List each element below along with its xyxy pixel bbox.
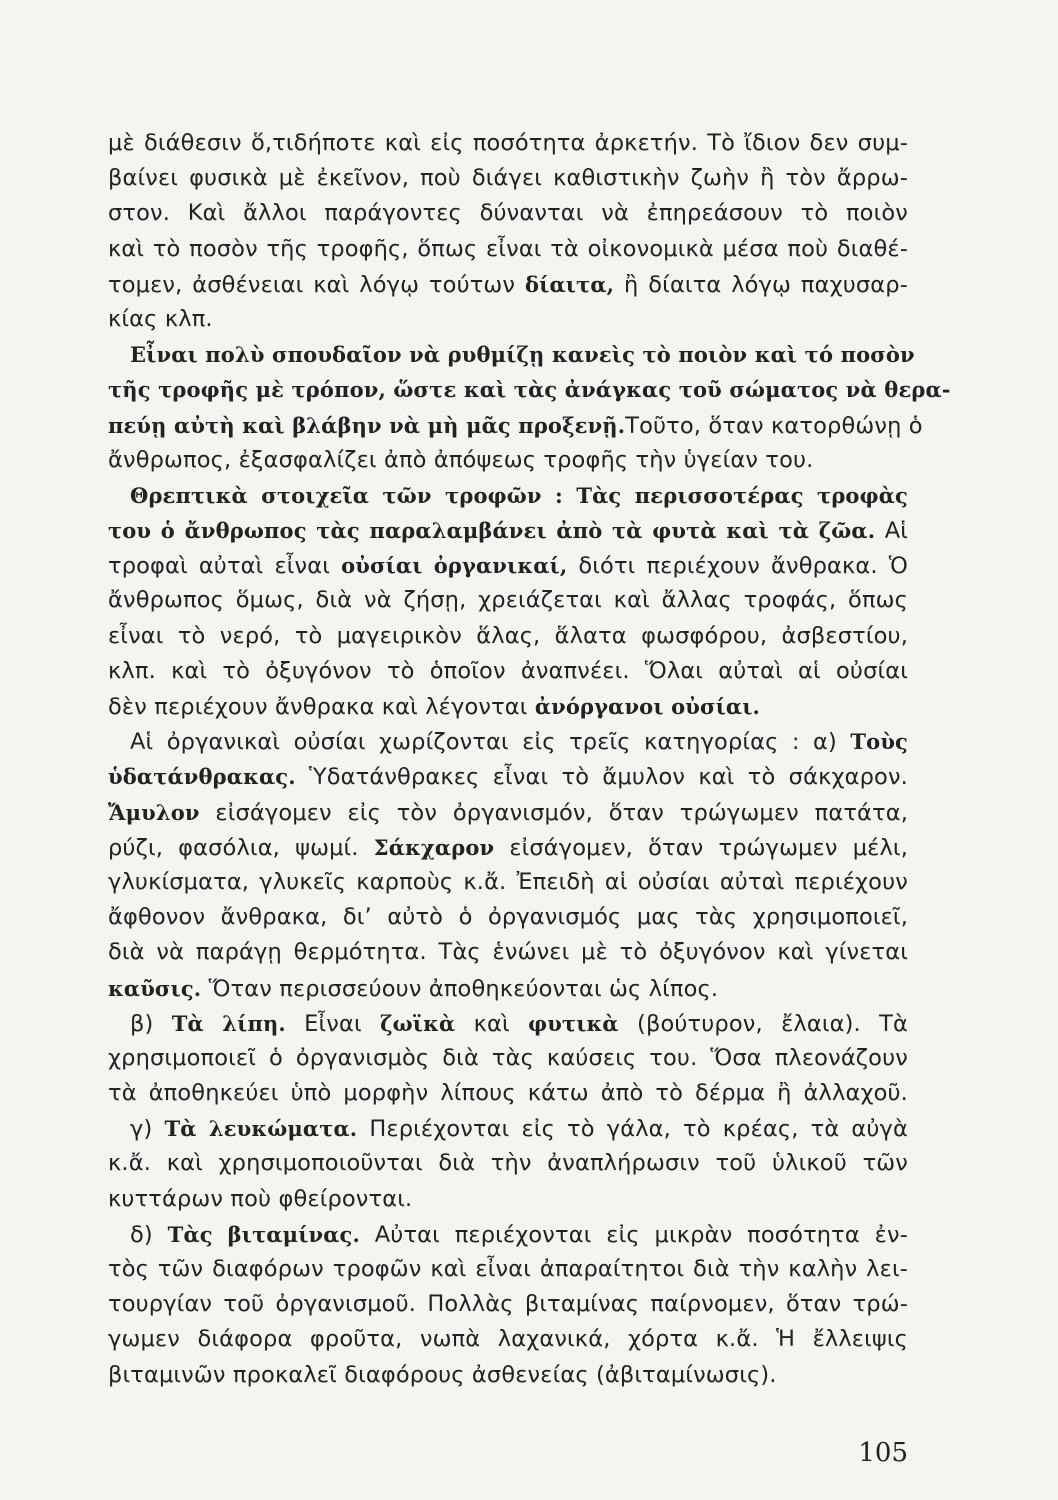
body-text <box>108 126 951 1393</box>
text-run: κλπ. καὶ τὸ ὀξυγόνον τὸ ὁποῖον ἀναπνέει. Ὅλαι αὐταὶ αἱ οὐσίαι <box>108 657 908 684</box>
text-run: εἶναι τὸ νερό, τὸ μαγειρικὸν ἅλας, ἅλατα φωσφόρου, ἀσβεστίου, <box>108 622 908 649</box>
bold-run: δίαιτα, <box>525 271 615 297</box>
text-run: ρύζι, φασόλια, ψωμί. <box>108 834 374 861</box>
text-run: Ὅταν περισσεύουν ἀποθηκεύονται ὡς λίπος. <box>201 975 719 1002</box>
bold-run: του ὁ ἄνθρωπος τὰς παραλαμβάνει ἀπὸ τὰ φυτὰ καὶ τὰ ζῶα. <box>108 518 876 544</box>
text-run: ἄνθρωπος ὅμως, διὰ νὰ ζήσῃ, χρειάζεται καὶ ἄλλας τροφάς, ὅπως <box>108 587 908 614</box>
bold-run: ζωϊκὰ <box>380 1010 456 1036</box>
text-line <box>108 865 908 900</box>
text-line <box>108 1217 908 1252</box>
text-run: βιταμινῶν προκαλεῖ διαφόρους ἀσθενείας (ἀβιταμίνωσις). <box>108 1361 777 1388</box>
bold-run: Θρεπτικὰ στοιχεῖα τῶν τροφῶν : Τὰς περισσοτέρας τροφὰς <box>130 482 908 508</box>
text-line <box>108 1111 908 1146</box>
bold-run: Εἶναι πολὺ σπουδαῖον νὰ ρυθμίζῃ κανεὶς τὸ ποιὸν καὶ τό ποσὸν <box>130 342 915 368</box>
bold-run: πεύῃ αὐτὴ καὶ βλάβην νὰ μὴ μᾶς προξενῇ. <box>108 412 626 438</box>
text-run: εἰσάγομεν εἰς τὸν ὀργανισμόν, ὅταν τρώγωμεν πατάτα, <box>199 799 908 826</box>
text-line <box>108 196 908 231</box>
text-run: καὶ <box>455 1010 529 1037</box>
text-run: κυττάρων ποὺ φθείρονται. <box>108 1185 413 1212</box>
text-run: Ὑδατάνθρακες εἶναι τὸ ἄμυλον καὶ τὸ σάκχαρον. <box>295 764 908 791</box>
text-run: τουργίαν τοῦ ὀργανισμοῦ. Πολλὰς βιταμίνας παίρνομεν, ὅταν τρώ- <box>108 1291 908 1318</box>
bold-run: Σάκχαρον <box>373 834 495 860</box>
text-line <box>108 935 908 970</box>
text-run: ἄφθονον ἄνθρακα, δι’ αὐτὸ ὁ ὀργανισμός μας τὰς χρησιμοποιεῖ, <box>108 904 908 931</box>
page-number: 105 <box>858 1438 908 1468</box>
text-line <box>108 513 908 548</box>
text-run: Εἶναι <box>285 1010 381 1037</box>
text-line <box>108 1041 908 1076</box>
text-line <box>108 1252 908 1287</box>
text-run: διότι περιέχουν ἄνθρακα. Ὁ <box>567 553 908 580</box>
text-line <box>108 1146 908 1181</box>
text-run: Αἱ ὀργανικαὶ οὐσίαι χωρίζονται εἰς τρεῖς κατηγορίας : α) <box>130 729 851 756</box>
text-run: Αἱ <box>875 518 908 545</box>
bold-run: οὐσίαι ὀργανικαί, <box>341 553 568 579</box>
text-run: χρησιμοποιεῖ ὁ ὀργανισμὸς διὰ τὰς καύσεις του. Ὅσα πλεονάζουν <box>108 1044 908 1071</box>
text-run: Περιέχονται εἰς τὸ γάλα, τὸ κρέας, τὰ αὐγὰ <box>357 1116 908 1143</box>
text-line <box>108 232 908 267</box>
text-run: γ) <box>130 1116 165 1143</box>
text-line <box>108 795 908 830</box>
text-run: διὰ νὰ παράγῃ θερμότητα. Τὰς ἑνώνει μὲ τὸ ὀξυγόνον καὶ γίνεται <box>108 939 908 966</box>
text-line <box>108 583 908 618</box>
text-run: (βούτυρον, ἔλαια). Τὰ <box>618 1010 908 1037</box>
text-run: κ.ἄ. καὶ χρησιμοποιοῦνται διὰ τὴν ἀναπλήρωσιν τοῦ ὑλικοῦ τῶν <box>108 1150 908 1177</box>
text-run: δ) <box>130 1221 168 1248</box>
text-line <box>108 830 908 865</box>
bold-run: Τοὺς <box>850 729 908 755</box>
text-run: Τοῦτο, ὅταν κατορθώνῃ ὁ <box>625 412 923 439</box>
bold-run: καῦσις. <box>108 975 202 1001</box>
bold-run: φυτικὰ <box>528 1010 619 1036</box>
text-line <box>108 619 908 654</box>
text-run: γωμεν διάφορα φροῦτα, νωπὰ λαχανικά, χόρτα κ.ἄ. Ἡ ἔλλειψις <box>108 1326 908 1353</box>
text-line <box>108 654 908 689</box>
text-line <box>108 1322 908 1357</box>
bold-run: ἀνόργανοι οὐσίαι. <box>534 694 761 719</box>
text-run: μὲ διάθεσιν ὅ,τιδήποτε καὶ εἰς ποσότητα ἀρκετήν. Τὸ ἴδιον δεν συμ- <box>108 130 908 156</box>
text-line <box>108 372 951 407</box>
text-run: β) <box>130 1010 172 1037</box>
text-line <box>108 443 908 478</box>
text-line <box>108 161 908 196</box>
text-run: βαίνει φυσικὰ μὲ ἐκεῖνον, ποὺ διάγει καθιστικὴν ζωὴν ἢ τὸν ἄρρω- <box>108 165 908 192</box>
bold-run: Τὰς βιταμίνας. <box>167 1221 360 1247</box>
text-run: καὶ τὸ ποσὸν τῆς τροφῆς, ὅπως εἶναι τὰ οἰκονομικὰ μέσα ποὺ διαθέ- <box>108 235 908 262</box>
text-line <box>108 689 908 724</box>
text-line <box>108 408 923 443</box>
text-line <box>108 1182 908 1217</box>
text-run: δὲν περιέχουν ἄνθρακα καὶ λέγονται <box>108 694 535 720</box>
text-line <box>108 1287 908 1322</box>
text-run: τροφαὶ αὐταὶ εἶναι <box>108 553 342 580</box>
bold-run: Τὰ λευκώματα. <box>164 1116 358 1142</box>
text-line <box>108 302 908 337</box>
text-line <box>108 759 908 794</box>
text-line <box>108 1006 908 1041</box>
text-line <box>108 548 908 583</box>
text-line <box>108 900 908 935</box>
text-run: ἢ δίαιτα λόγῳ παχυσαρ- <box>614 271 908 298</box>
bold-run: ὑδατάνθρακας. <box>108 764 296 790</box>
bold-run: Ἄμυλον <box>108 799 200 825</box>
text-run: τὸς τῶν διαφόρων τροφῶν καὶ εἶναι ἀπαραίτητοι διὰ τὴν καλὴν λει- <box>108 1256 908 1282</box>
text-line <box>108 478 908 513</box>
bold-run: τῆς τροφῆς μὲ τρόπον, ὥστε καὶ τὰς ἀνάγκας τοῦ σώματος νὰ θερα- <box>108 377 951 403</box>
text-line <box>108 337 915 372</box>
text-line <box>108 1358 908 1393</box>
text-run: γλυκίσματα, γλυκεῖς καρποὺς κ.ἄ. Ἐπειδὴ αἱ οὐσίαι αὐταὶ περιέχουν <box>108 868 908 895</box>
text-run: τομεν, ἀσθένειαι καὶ λόγῳ τούτων <box>108 271 525 298</box>
text-run: κίας κλπ. <box>108 305 213 332</box>
text-line <box>108 126 908 161</box>
text-line <box>108 724 908 759</box>
text-run: στον. Καὶ ἄλλοι παράγοντες δύνανται νὰ ἐπηρεάσουν τὸ ποιὸν <box>108 200 908 227</box>
text-run: Αὐται περιέχονται εἰς μικρὰν ποσότητα ἐν- <box>359 1221 908 1248</box>
text-line <box>108 1076 908 1111</box>
text-run: εἰσάγομεν, ὅταν τρώγωμεν μέλι, <box>494 834 908 861</box>
text-run: ἄνθρωπος, ἐξασφαλίζει ἀπὸ ἀπόψεως τροφῆς τὴν ὑγείαν του. <box>108 446 814 473</box>
text-line <box>108 267 908 302</box>
text-run: τὰ ἀποθηκεύει ὑπὸ μορφὴν λίπους κάτω ἀπὸ τὸ δέρμα ἢ ἀλλαχοῦ. <box>108 1080 908 1107</box>
bold-run: Τὰ λίπη. <box>171 1010 286 1036</box>
text-line <box>108 971 908 1006</box>
